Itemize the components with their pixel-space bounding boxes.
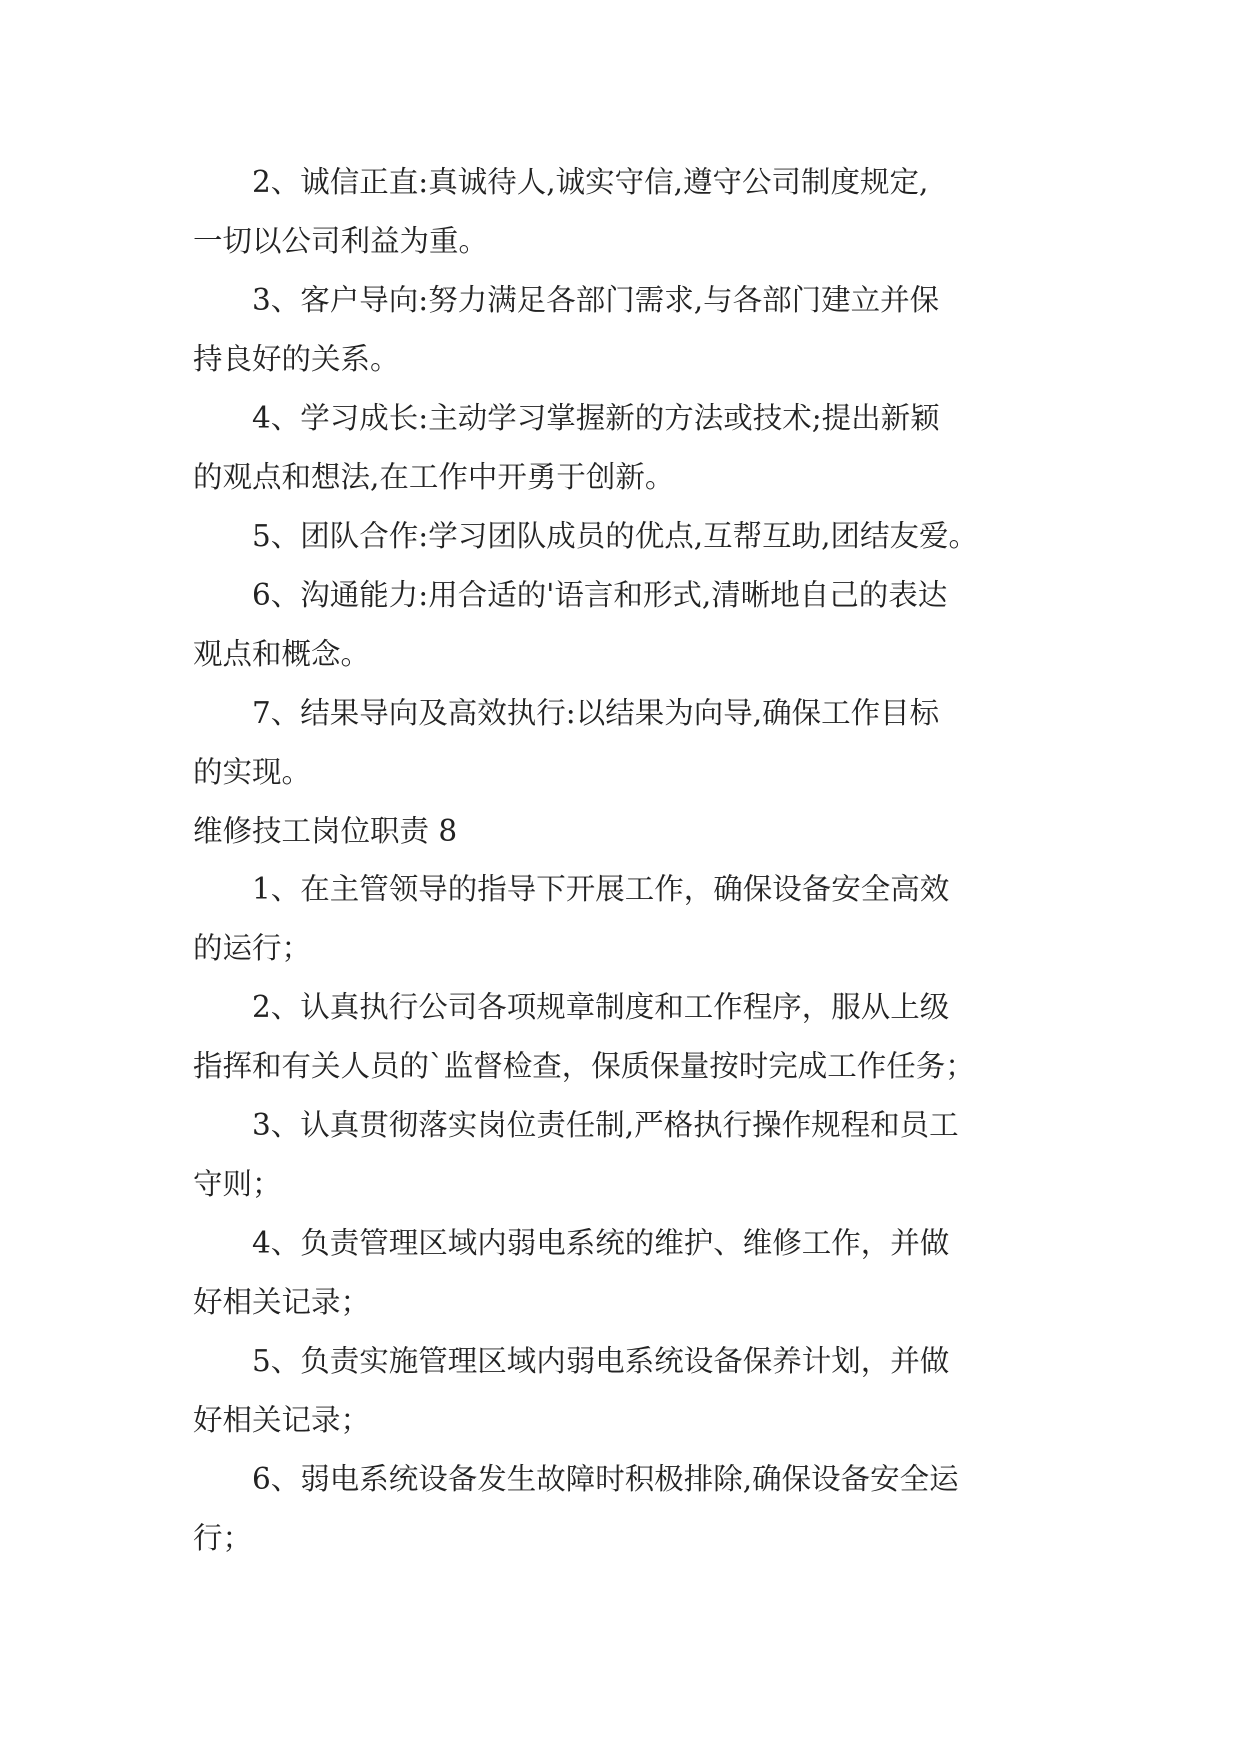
paragraph-line: 3、客户导向:努力满足各部门需求,与各部门建立并保 [252, 283, 940, 317]
paragraph-line: 一切以公司利益为重。 [193, 224, 489, 258]
document-body [193, 153, 1053, 1568]
paragraph-line: 指挥和有关人员的`监督检查，保质保量按时完成工作任务； [193, 1049, 975, 1083]
paragraph-line: 的运行； [193, 931, 312, 965]
paragraph-line: 好相关记录； [193, 1403, 371, 1437]
section-heading: 维修技工岗位职责 8 [193, 814, 458, 848]
paragraph-line: 守则； [193, 1167, 282, 1201]
paragraph-line: 1、在主管领导的指导下开展工作，确保设备安全高效 [252, 872, 950, 906]
paragraph-line: 的实现。 [193, 755, 312, 789]
paragraph-line: 2、诚信正直:真诚待人,诚实守信,遵守公司制度规定, [252, 165, 929, 199]
paragraph-line: 6、沟通能力:用合适的'语言和形式,清晰地自己的表达 [252, 578, 948, 612]
paragraph-line: 4、负责管理区域内弱电系统的维护、维修工作，并做 [252, 1226, 950, 1260]
paragraph-line: 6、弱电系统设备发生故障时积极排除,确保设备安全运 [252, 1462, 959, 1496]
paragraph-line: 4、学习成长:主动学习掌握新的方法或技术;提出新颖 [252, 401, 940, 435]
paragraph-line: 的观点和想法,在工作中开勇于创新。 [193, 460, 675, 494]
paragraph-line: 5、负责实施管理区域内弱电系统设备保养计划，并做 [252, 1344, 950, 1378]
paragraph-line: 3、认真贯彻落实岗位责任制,严格执行操作规程和员工 [252, 1108, 959, 1142]
paragraph-line: 7、结果导向及高效执行:以结果为向导,确保工作目标 [252, 696, 940, 730]
paragraph-line: 持良好的关系。 [193, 342, 400, 376]
paragraph-line: 2、认真执行公司各项规章制度和工作程序，服从上级 [252, 990, 950, 1024]
paragraph-line: 行； [193, 1521, 253, 1555]
paragraph-line: 观点和概念。 [193, 637, 371, 671]
paragraph-line: 好相关记录； [193, 1285, 371, 1319]
paragraph-line: 5、团队合作:学习团队成员的优点,互帮互助,团结友爱。 [252, 519, 978, 553]
